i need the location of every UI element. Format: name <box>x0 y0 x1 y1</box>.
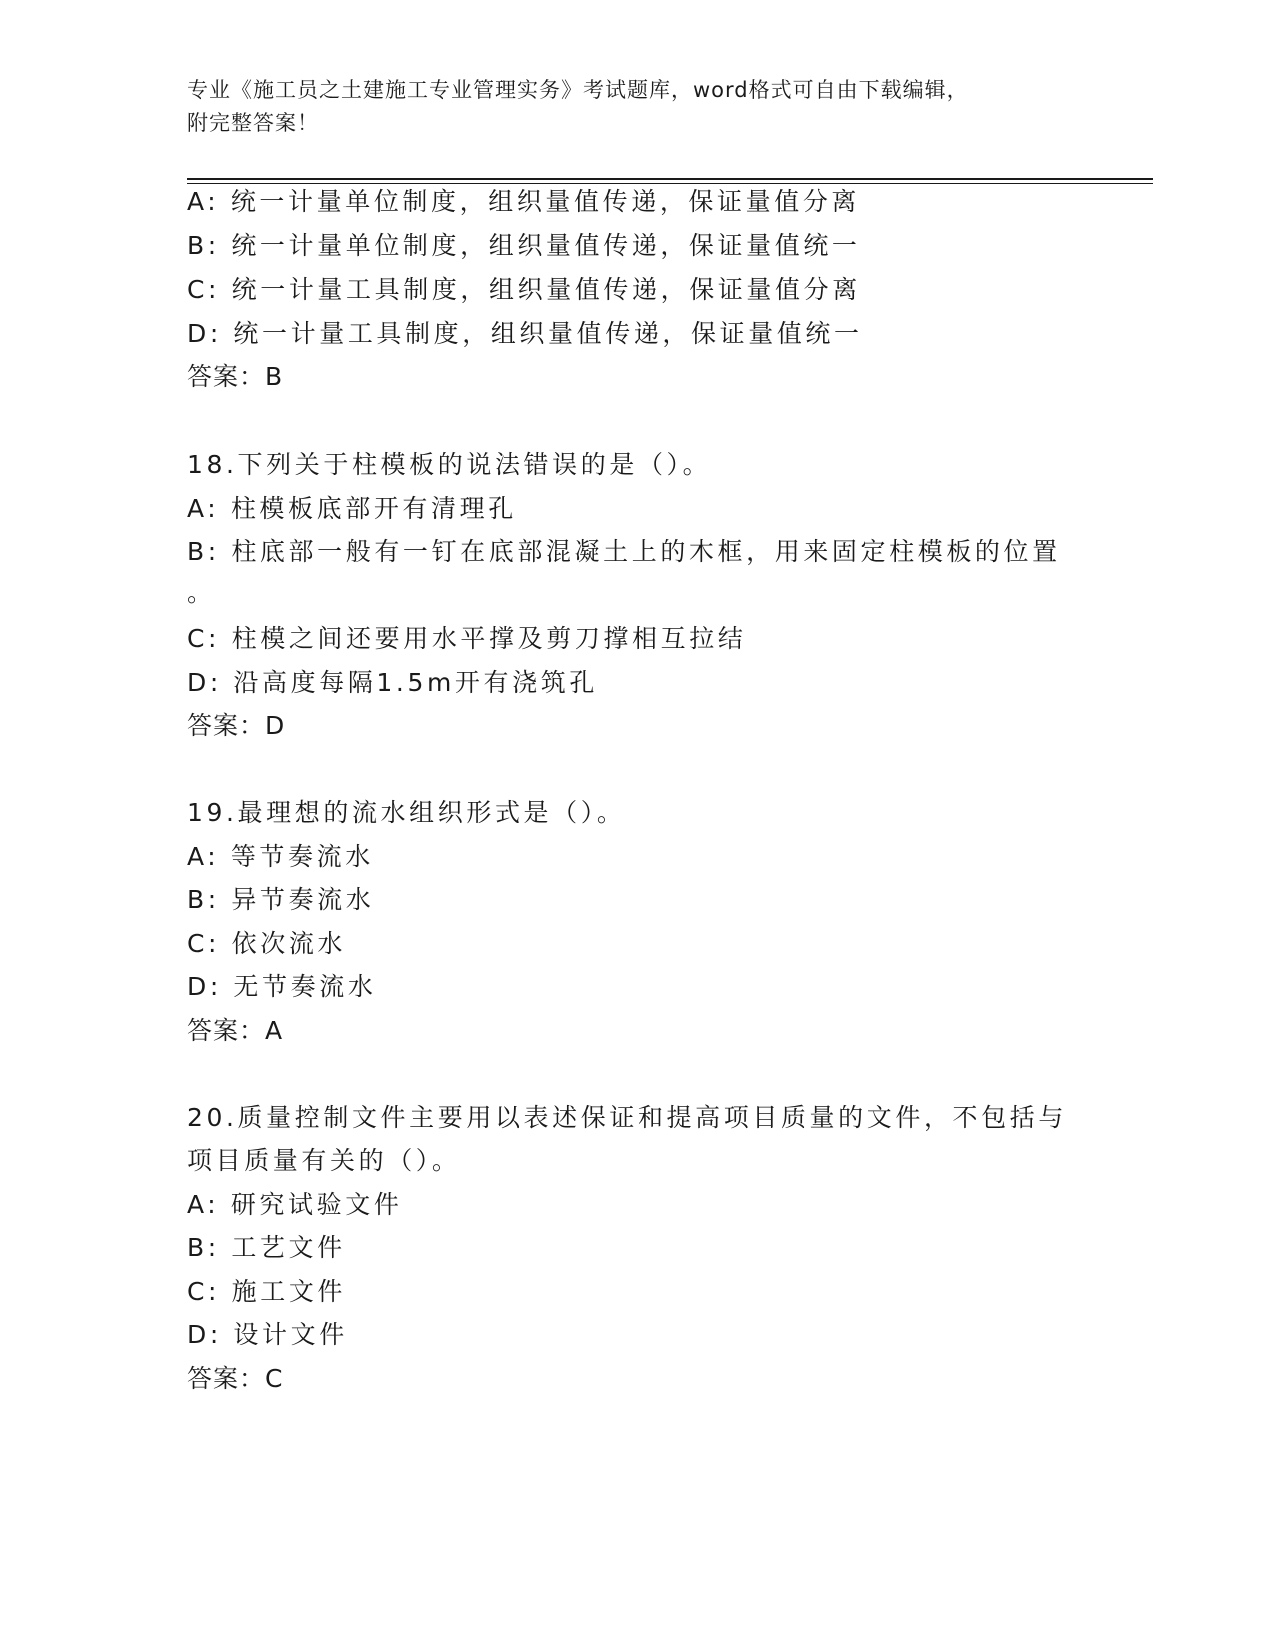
q19-option-c: C: 依次流水 <box>187 929 347 958</box>
q17-option-c: C: 统一计量工具制度，组织量值传递，保证量值分离 <box>187 275 861 304</box>
q17-option-b: B: 统一计量单位制度，组织量值传递，保证量值统一 <box>187 231 861 260</box>
header-line-2: 附完整答案！ <box>187 111 319 135</box>
header-divider-thick <box>187 178 1153 180</box>
q18-option-a: A: 柱模板底部开有清理孔 <box>187 494 517 523</box>
q20-option-a: A: 研究试验文件 <box>187 1190 403 1219</box>
q17-answer: 答案：B <box>187 362 284 391</box>
q19-option-a: A: 等节奏流水 <box>187 842 374 871</box>
q19-option-d: D: 无节奏流水 <box>187 972 377 1001</box>
q17-option-d: D: 统一计量工具制度，组织量值传递，保证量值统一 <box>187 319 863 348</box>
q19-option-b: B: 异节奏流水 <box>187 885 375 914</box>
q18-option-c: C: 柱模之间还要用水平撑及剪刀撑相互拉结 <box>187 624 747 653</box>
q20-option-b: B: 工艺文件 <box>187 1233 346 1262</box>
q18-option-d: D: 沿高度每隔1.5m开有浇筑孔 <box>187 668 598 697</box>
q20-question-line-1: 20.质量控制文件主要用以表述保证和提高项目质量的文件，不包括与 <box>187 1103 1067 1132</box>
q20-option-c: C: 施工文件 <box>187 1277 347 1306</box>
q20-question-line-2: 项目质量有关的（）。 <box>187 1146 461 1175</box>
q18-option-b-continued: 。 <box>187 578 216 607</box>
document-header <box>187 74 1087 140</box>
q18-question: 18.下列关于柱模板的说法错误的是（）。 <box>187 450 712 479</box>
q18-answer: 答案：D <box>187 711 286 740</box>
q19-question: 19.最理想的流水组织形式是（）。 <box>187 798 626 827</box>
header-line-1: 专业《施工员之土建施工专业管理实务》考试题库，word格式可自由下载编辑， <box>187 78 969 102</box>
q17-option-a: A: 统一计量单位制度，组织量值传递，保证量值分离 <box>187 187 861 216</box>
q20-option-d: D: 设计文件 <box>187 1320 348 1349</box>
header-divider-thin <box>187 183 1153 184</box>
q20-answer: 答案：C <box>187 1364 284 1393</box>
q19-answer: 答案：A <box>187 1016 284 1045</box>
q18-option-b: B: 柱底部一般有一钉在底部混凝土上的木框，用来固定柱模板的位置 <box>187 537 1061 566</box>
